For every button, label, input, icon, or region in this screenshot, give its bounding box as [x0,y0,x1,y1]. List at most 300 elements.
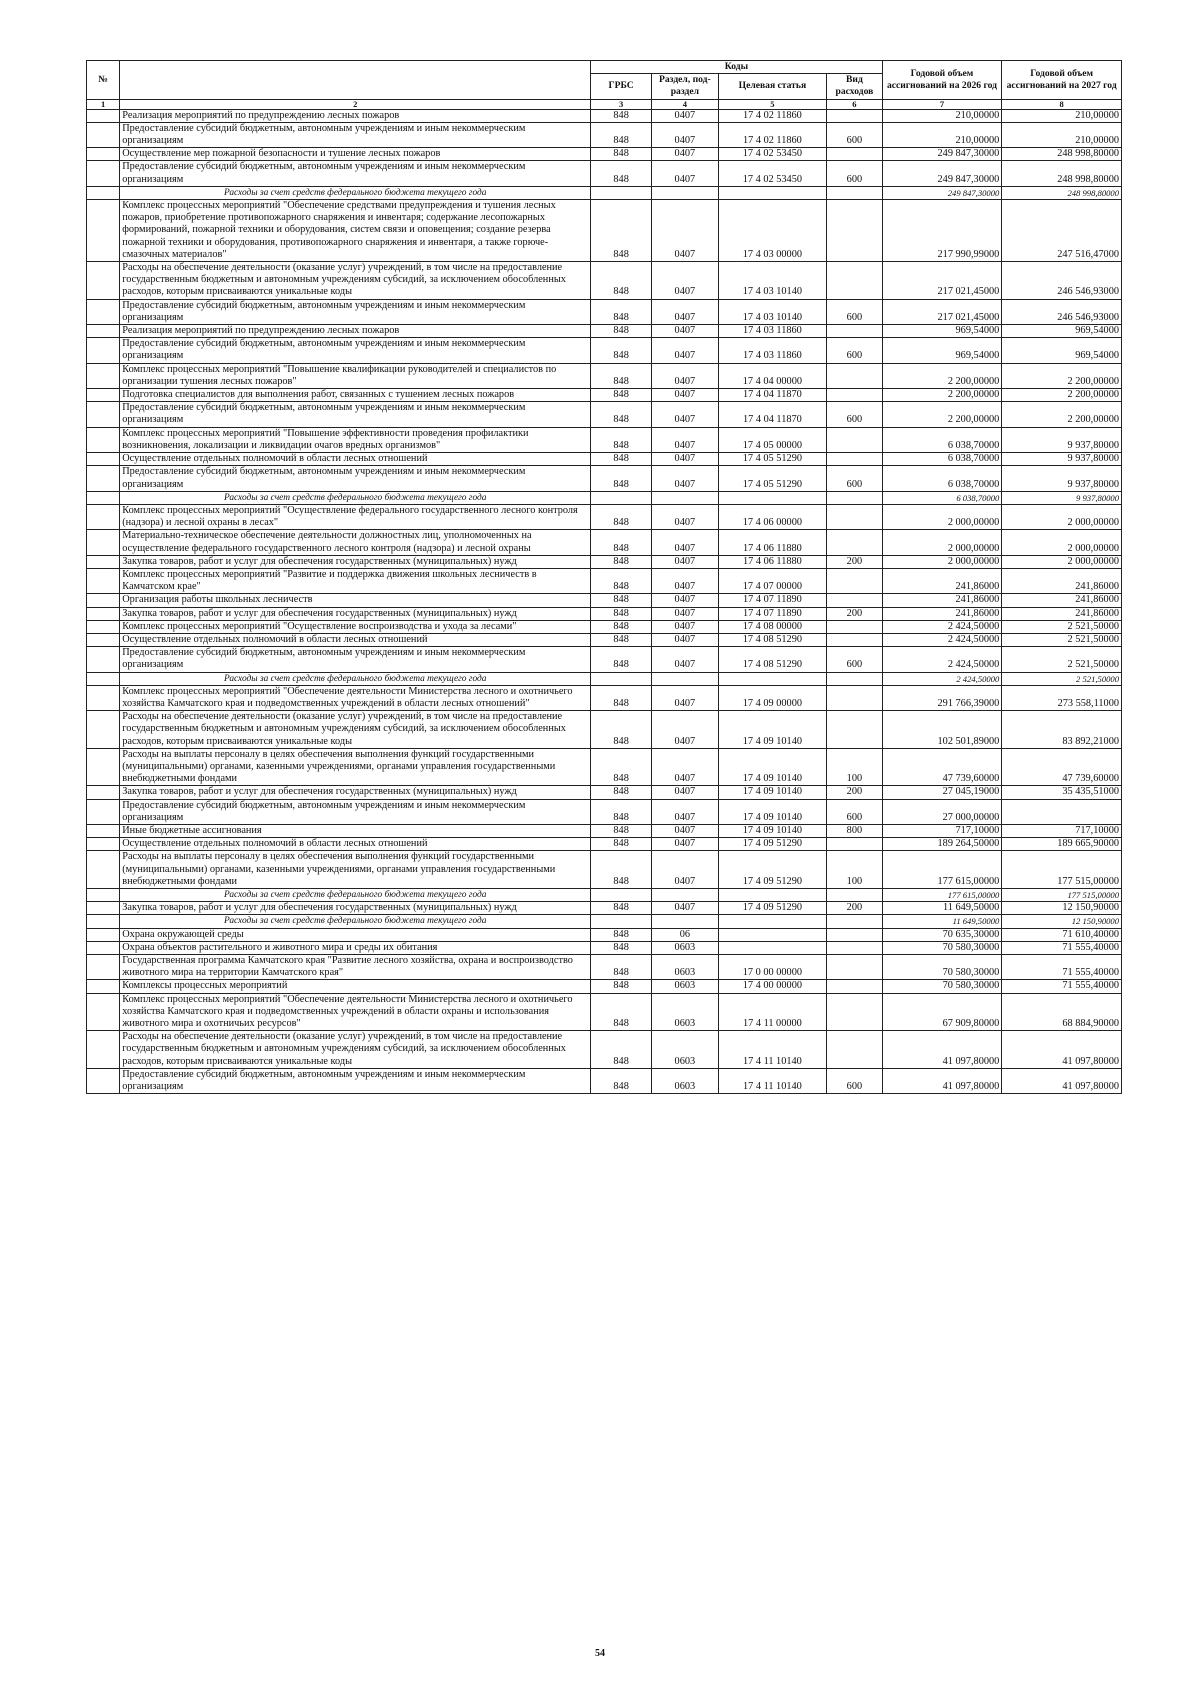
row-name: Закупка товаров, работ и услуг для обеспечения государственных (муниципальных) нужд [120,786,591,799]
row-volume-2026: 969,54000 [882,338,1002,363]
row-section: 0407 [652,902,718,915]
row-grbs [591,186,652,199]
row-number-cell [87,466,120,491]
table-row [87,633,1122,646]
row-number-cell [87,799,120,824]
row-volume-2026: 2 200,00000 [882,402,1002,427]
row-target: 17 4 03 00000 [718,200,827,262]
row-section: 0603 [652,980,718,993]
row-section: 0407 [652,568,718,593]
row-vid [827,262,882,300]
row-volume-2027: 9 937,80000 [1002,466,1122,491]
row-number-cell [87,200,120,262]
row-number-cell [87,672,120,685]
column-number: 3 [591,99,652,109]
row-name: Расходы за счет средств федерального бюджета текущего года [120,491,591,504]
row-volume-2027: 47 739,60000 [1002,748,1122,786]
row-vid: 100 [827,748,882,786]
row-vid: 100 [827,851,882,889]
row-number-cell [87,427,120,452]
table-row [87,711,1122,749]
row-name: Государственная программа Камчатского края "Развитие лесного хозяйства, охрана и воспроизводство животного мира на территории Камчатского края" [120,955,591,980]
row-grbs [591,672,652,685]
row-number-cell [87,122,120,147]
row-vid [827,363,882,388]
row-target: 17 4 08 51290 [718,647,827,672]
row-section: 0407 [652,109,718,122]
row-grbs: 848 [591,685,652,710]
row-name: Предоставление субсидий бюджетным, автономным учреждениям и иным некоммерческим организациям [120,1068,591,1093]
row-volume-2026: 217 021,45000 [882,262,1002,300]
row-target: 17 4 03 11860 [718,338,827,363]
row-grbs: 848 [591,955,652,980]
row-volume-2027: 241,86000 [1002,568,1122,593]
row-grbs: 848 [591,402,652,427]
row-grbs: 848 [591,980,652,993]
header-codes: Коды [591,61,882,74]
row-grbs: 848 [591,902,652,915]
row-volume-2026: 67 909,80000 [882,993,1002,1031]
row-vid [827,109,882,122]
row-section: 0407 [652,427,718,452]
row-vid [827,711,882,749]
federal-budget-row [87,915,1122,928]
row-volume-2027: 247 516,47000 [1002,200,1122,262]
header-grbs: ГРБС [591,74,652,99]
row-volume-2026: 2 000,00000 [882,530,1002,555]
row-grbs: 848 [591,200,652,262]
header-section: Раздел, под-раздел [652,74,718,99]
header-vid: Вид расходов [827,74,882,99]
row-number-cell [87,620,120,633]
row-vid [827,889,882,902]
row-vid [827,672,882,685]
row-section: 0407 [652,299,718,324]
row-name: Предоставление субсидий бюджетным, автономным учреждениям и иным некоммерческим организациям [120,338,591,363]
row-volume-2026: 291 766,39000 [882,685,1002,710]
row-volume-2026: 2 200,00000 [882,389,1002,402]
row-grbs: 848 [591,453,652,466]
row-volume-2026: 11 649,50000 [882,915,1002,928]
row-grbs: 848 [591,928,652,941]
table-row [87,993,1122,1031]
row-target [718,672,827,685]
row-target: 17 0 00 00000 [718,955,827,980]
row-volume-2026: 6 038,70000 [882,491,1002,504]
row-vid [827,453,882,466]
row-volume-2027: 273 558,11000 [1002,685,1122,710]
row-number-cell [87,711,120,749]
budget-table [86,60,1122,1094]
row-section: 0407 [652,620,718,633]
table-row [87,363,1122,388]
row-vid [827,200,882,262]
row-name: Предоставление субсидий бюджетным, автономным учреждениям и иным некоммерческим организациям [120,122,591,147]
table-row [87,325,1122,338]
row-grbs: 848 [591,338,652,363]
row-number-cell [87,786,120,799]
row-section: 0407 [652,161,718,186]
row-section: 0407 [652,851,718,889]
row-name: Предоставление субсидий бюджетным, автономным учреждениям и иным некоммерческим организациям [120,402,591,427]
row-number-cell [87,325,120,338]
header-number: № [87,61,120,100]
row-volume-2027: 246 546,93000 [1002,299,1122,324]
table-row [87,1031,1122,1069]
row-section: 0603 [652,941,718,954]
row-section: 0407 [652,148,718,161]
table-row [87,647,1122,672]
row-number-cell [87,504,120,529]
row-number-cell [87,902,120,915]
row-section: 0407 [652,786,718,799]
row-name: Предоставление субсидий бюджетным, автономным учреждениям и иным некоммерческим организациям [120,799,591,824]
row-number-cell [87,1068,120,1093]
table-row [87,402,1122,427]
row-volume-2027: 189 665,90000 [1002,838,1122,851]
row-number-cell [87,594,120,607]
row-name: Комплекс процессных мероприятий "Обеспечение средствами предупреждения и тушения лесных пожаров, приобретение противопожарного снаряжения и инвентаря; содержание лесопожарных формирований, пожарной техники и оборудования, систем связи и оповещения; создание резерва пожарной техники и оборудования, противопожарного снаряжения и инвентаря, а также горюче-смазочных материалов" [120,200,591,262]
row-target: 17 4 02 53450 [718,161,827,186]
row-vid: 600 [827,122,882,147]
row-target: 17 4 02 53450 [718,148,827,161]
table-row [87,928,1122,941]
row-target: 17 4 08 00000 [718,620,827,633]
row-grbs: 848 [591,122,652,147]
row-number-cell [87,109,120,122]
row-number-cell [87,555,120,568]
row-grbs: 848 [591,647,652,672]
row-vid: 600 [827,1068,882,1093]
table-row [87,453,1122,466]
table-row [87,786,1122,799]
row-vid [827,389,882,402]
row-volume-2026: 2 000,00000 [882,504,1002,529]
row-target: 17 4 03 10140 [718,262,827,300]
federal-budget-row [87,491,1122,504]
row-grbs: 848 [591,325,652,338]
row-name: Расходы на обеспечение деятельности (оказание услуг) учреждений, в том числе на предоставление государственным бюджетным и автономным учреждениям субсидий, за исключением обособленных расходов, которым присваиваются уникальные коды [120,262,591,300]
row-volume-2026: 177 615,00000 [882,889,1002,902]
table-row [87,530,1122,555]
row-number-cell [87,915,120,928]
row-volume-2026: 70 580,30000 [882,955,1002,980]
row-target: 17 4 03 10140 [718,299,827,324]
row-volume-2026: 6 038,70000 [882,453,1002,466]
table-row [87,607,1122,620]
row-section: 0407 [652,824,718,837]
row-name: Расходы на выплаты персоналу в целях обеспечения выполнения функций государственными (муниципальными) органами, казенными учреждениями, органами управления государственными внебюджетными фондами [120,851,591,889]
row-volume-2026: 70 635,30000 [882,928,1002,941]
row-name: Расходы на обеспечение деятельности (оказание услуг) учреждений, в том числе на предоставление государственным бюджетным и автономным учреждениям субсидий, за исключением обособленных расходов, которым присваиваются уникальные коды [120,1031,591,1069]
row-name: Предоставление субсидий бюджетным, автономным учреждениям и иным некоммерческим организациям [120,466,591,491]
row-name: Расходы за счет средств федерального бюджета текущего года [120,889,591,902]
row-section [652,889,718,902]
row-vid [827,568,882,593]
row-volume-2026: 102 501,89000 [882,711,1002,749]
table-row [87,122,1122,147]
row-target: 17 4 06 11880 [718,555,827,568]
row-grbs: 848 [591,824,652,837]
row-volume-2027: 71 555,40000 [1002,941,1122,954]
table-row [87,568,1122,593]
row-vid: 600 [827,647,882,672]
row-number-cell [87,1031,120,1069]
row-volume-2027: 2 000,00000 [1002,530,1122,555]
header-volume-2026: Годовой объем ассигнований на 2026 год [882,61,1002,100]
row-grbs [591,915,652,928]
row-name: Охрана окружающей среды [120,928,591,941]
row-volume-2027: 68 884,90000 [1002,993,1122,1031]
row-number-cell [87,824,120,837]
row-volume-2027: 41 097,80000 [1002,1068,1122,1093]
row-target: 17 4 02 11860 [718,109,827,122]
row-name: Подготовка специалистов для выполнения работ, связанных с тушением лесных пожаров [120,389,591,402]
row-volume-2026: 41 097,80000 [882,1068,1002,1093]
row-name: Комплекс процессных мероприятий "Повышение эффективности проведения профилактики возникновения, локализации и ликвидации очагов вредных организмов" [120,427,591,452]
row-volume-2026: 241,86000 [882,594,1002,607]
table-body [87,109,1122,1094]
row-volume-2026: 2 424,50000 [882,620,1002,633]
row-volume-2027: 2 000,00000 [1002,555,1122,568]
row-section [652,186,718,199]
row-volume-2027: 9 937,80000 [1002,491,1122,504]
row-vid: 200 [827,607,882,620]
row-number-cell [87,338,120,363]
table-row [87,148,1122,161]
row-section: 0407 [652,711,718,749]
header-name [120,61,591,100]
row-section: 0407 [652,389,718,402]
table-row [87,200,1122,262]
row-name: Комплекс процессных мероприятий "Развитие и поддержка движения школьных лесничеств в Камчатском крае" [120,568,591,593]
row-vid [827,186,882,199]
table-row [87,620,1122,633]
row-volume-2026: 249 847,30000 [882,186,1002,199]
table-row [87,902,1122,915]
row-vid [827,148,882,161]
row-vid [827,1031,882,1069]
table-row [87,466,1122,491]
column-number: 6 [827,99,882,109]
row-volume-2027: 210,00000 [1002,109,1122,122]
row-target: 17 4 09 51290 [718,851,827,889]
row-vid [827,530,882,555]
row-target: 17 4 04 11870 [718,402,827,427]
row-volume-2027: 41 097,80000 [1002,1031,1122,1069]
row-volume-2027: 241,86000 [1002,594,1122,607]
row-name: Расходы за счет средств федерального бюджета текущего года [120,672,591,685]
row-section: 0407 [652,338,718,363]
row-vid [827,928,882,941]
row-grbs [591,889,652,902]
row-target: 17 4 11 10140 [718,1031,827,1069]
row-section: 0407 [652,647,718,672]
row-section: 0407 [652,453,718,466]
row-number-cell [87,851,120,889]
row-volume-2027: 241,86000 [1002,607,1122,620]
row-name: Предоставление субсидий бюджетным, автономным учреждениям и иным некоммерческим организациям [120,647,591,672]
row-volume-2026: 217 990,99000 [882,200,1002,262]
row-vid [827,685,882,710]
row-number-cell [87,186,120,199]
row-target [718,915,827,928]
federal-budget-row [87,186,1122,199]
row-vid [827,993,882,1031]
table-row [87,594,1122,607]
row-number-cell [87,633,120,646]
federal-budget-row [87,889,1122,902]
row-name: Расходы за счет средств федерального бюджета текущего года [120,186,591,199]
row-target [718,491,827,504]
row-volume-2027: 9 937,80000 [1002,453,1122,466]
row-grbs: 848 [591,607,652,620]
row-vid [827,594,882,607]
row-name: Осуществление отдельных полномочий в области лесных отношений [120,838,591,851]
row-target: 17 4 08 51290 [718,633,827,646]
row-target: 17 4 07 11890 [718,594,827,607]
row-vid: 200 [827,902,882,915]
row-section: 06 [652,928,718,941]
table-row [87,685,1122,710]
row-name: Расходы на обеспечение деятельности (оказание услуг) учреждений, в том числе на предоставление государственным бюджетным и автономным учреждениям субсидий, за исключением обособленных расходов, которым присваиваются уникальные коды [120,711,591,749]
row-volume-2026: 27 000,00000 [882,799,1002,824]
row-volume-2027: 12 150,90000 [1002,902,1122,915]
row-number-cell [87,607,120,620]
row-target: 17 4 03 11860 [718,325,827,338]
row-number-cell [87,299,120,324]
row-grbs: 848 [591,109,652,122]
row-volume-2026: 249 847,30000 [882,148,1002,161]
row-number-cell [87,838,120,851]
row-volume-2026: 11 649,50000 [882,902,1002,915]
row-grbs: 848 [591,427,652,452]
row-grbs: 848 [591,148,652,161]
row-name: Комплекс процессных мероприятий "Осуществление воспроизводства и ухода за лесами" [120,620,591,633]
row-volume-2026: 717,10000 [882,824,1002,837]
row-name: Осуществление отдельных полномочий в области лесных отношений [120,633,591,646]
row-vid: 600 [827,402,882,427]
table-row [87,427,1122,452]
row-vid: 600 [827,299,882,324]
row-target: 17 4 09 10140 [718,824,827,837]
row-number-cell [87,941,120,954]
row-section [652,672,718,685]
row-volume-2026: 210,00000 [882,122,1002,147]
row-name: Расходы за счет средств федерального бюджета текущего года [120,915,591,928]
row-volume-2027: 177 515,00000 [1002,851,1122,889]
row-target: 17 4 05 51290 [718,453,827,466]
row-grbs: 848 [591,941,652,954]
row-grbs: 848 [591,711,652,749]
row-volume-2027: 2 521,50000 [1002,647,1122,672]
row-volume-2026: 6 038,70000 [882,466,1002,491]
row-volume-2027: 246 546,93000 [1002,262,1122,300]
row-name: Осуществление отдельных полномочий в области лесных отношений [120,453,591,466]
row-target: 17 4 09 51290 [718,902,827,915]
row-volume-2027: 248 998,80000 [1002,186,1122,199]
table-row [87,799,1122,824]
row-section: 0407 [652,262,718,300]
row-target: 17 4 09 10140 [718,799,827,824]
row-grbs: 848 [591,594,652,607]
row-section: 0407 [652,685,718,710]
column-number: 2 [120,99,591,109]
table-row [87,161,1122,186]
table-row [87,389,1122,402]
row-name: Материально-техническое обеспечение деятельности должностных лиц, уполномоченных на осуществление федерального государственного лесного контроля (надзора) и лесной охраны [120,530,591,555]
row-section: 0603 [652,1031,718,1069]
row-section: 0407 [652,122,718,147]
row-volume-2027: 2 521,50000 [1002,633,1122,646]
row-volume-2027: 177 515,00000 [1002,889,1122,902]
row-vid [827,620,882,633]
row-number-cell [87,748,120,786]
header-row-1 [87,61,1122,74]
row-grbs: 848 [591,262,652,300]
row-volume-2026: 2 000,00000 [882,555,1002,568]
row-section: 0407 [652,633,718,646]
row-name: Расходы на выплаты персоналу в целях обеспечения выполнения функций государственными (муниципальными) органами, казенными учреждениями, органами управления государственными внебюджетными фондами [120,748,591,786]
row-volume-2026: 217 021,45000 [882,299,1002,324]
row-target [718,889,827,902]
row-name: Комплекс процессных мероприятий "Обеспечение деятельности Министерства лесного и охотничьего хозяйства Камчатского края и подведомственных учреждений в области лесных отношений" [120,685,591,710]
row-number-cell [87,955,120,980]
column-number: 5 [718,99,827,109]
column-number: 4 [652,99,718,109]
row-vid [827,955,882,980]
row-volume-2026: 6 038,70000 [882,427,1002,452]
table-row [87,262,1122,300]
row-vid: 800 [827,824,882,837]
row-volume-2026: 2 424,50000 [882,633,1002,646]
row-target: 17 4 07 00000 [718,568,827,593]
row-volume-2027: 2 521,50000 [1002,620,1122,633]
row-section: 0407 [652,325,718,338]
row-volume-2027: 2 200,00000 [1002,402,1122,427]
row-vid [827,325,882,338]
row-target: 17 4 07 11890 [718,607,827,620]
row-volume-2027: 2 200,00000 [1002,389,1122,402]
column-number: 7 [882,99,1002,109]
row-target: 17 4 11 10140 [718,1068,827,1093]
table-row [87,338,1122,363]
row-number-cell [87,262,120,300]
row-name: Закупка товаров, работ и услуг для обеспечения государственных (муниципальных) нужд [120,902,591,915]
row-section: 0407 [652,402,718,427]
row-target: 17 4 05 00000 [718,427,827,452]
row-grbs [591,491,652,504]
row-target: 17 4 06 11880 [718,530,827,555]
row-section: 0407 [652,555,718,568]
row-volume-2026: 41 097,80000 [882,1031,1002,1069]
row-vid [827,838,882,851]
row-volume-2026: 47 739,60000 [882,748,1002,786]
row-volume-2026: 177 615,00000 [882,851,1002,889]
table-row [87,838,1122,851]
table-row [87,1068,1122,1093]
federal-budget-row [87,672,1122,685]
row-name: Организация работы школьных лесничеств [120,594,591,607]
table-row [87,980,1122,993]
row-target: 17 4 04 11870 [718,389,827,402]
row-volume-2026: 70 580,30000 [882,941,1002,954]
row-volume-2027: 12 150,90000 [1002,915,1122,928]
table-row [87,851,1122,889]
row-name: Реализация мероприятий по предупреждению лесных пожаров [120,325,591,338]
table-row [87,748,1122,786]
row-grbs: 848 [591,389,652,402]
